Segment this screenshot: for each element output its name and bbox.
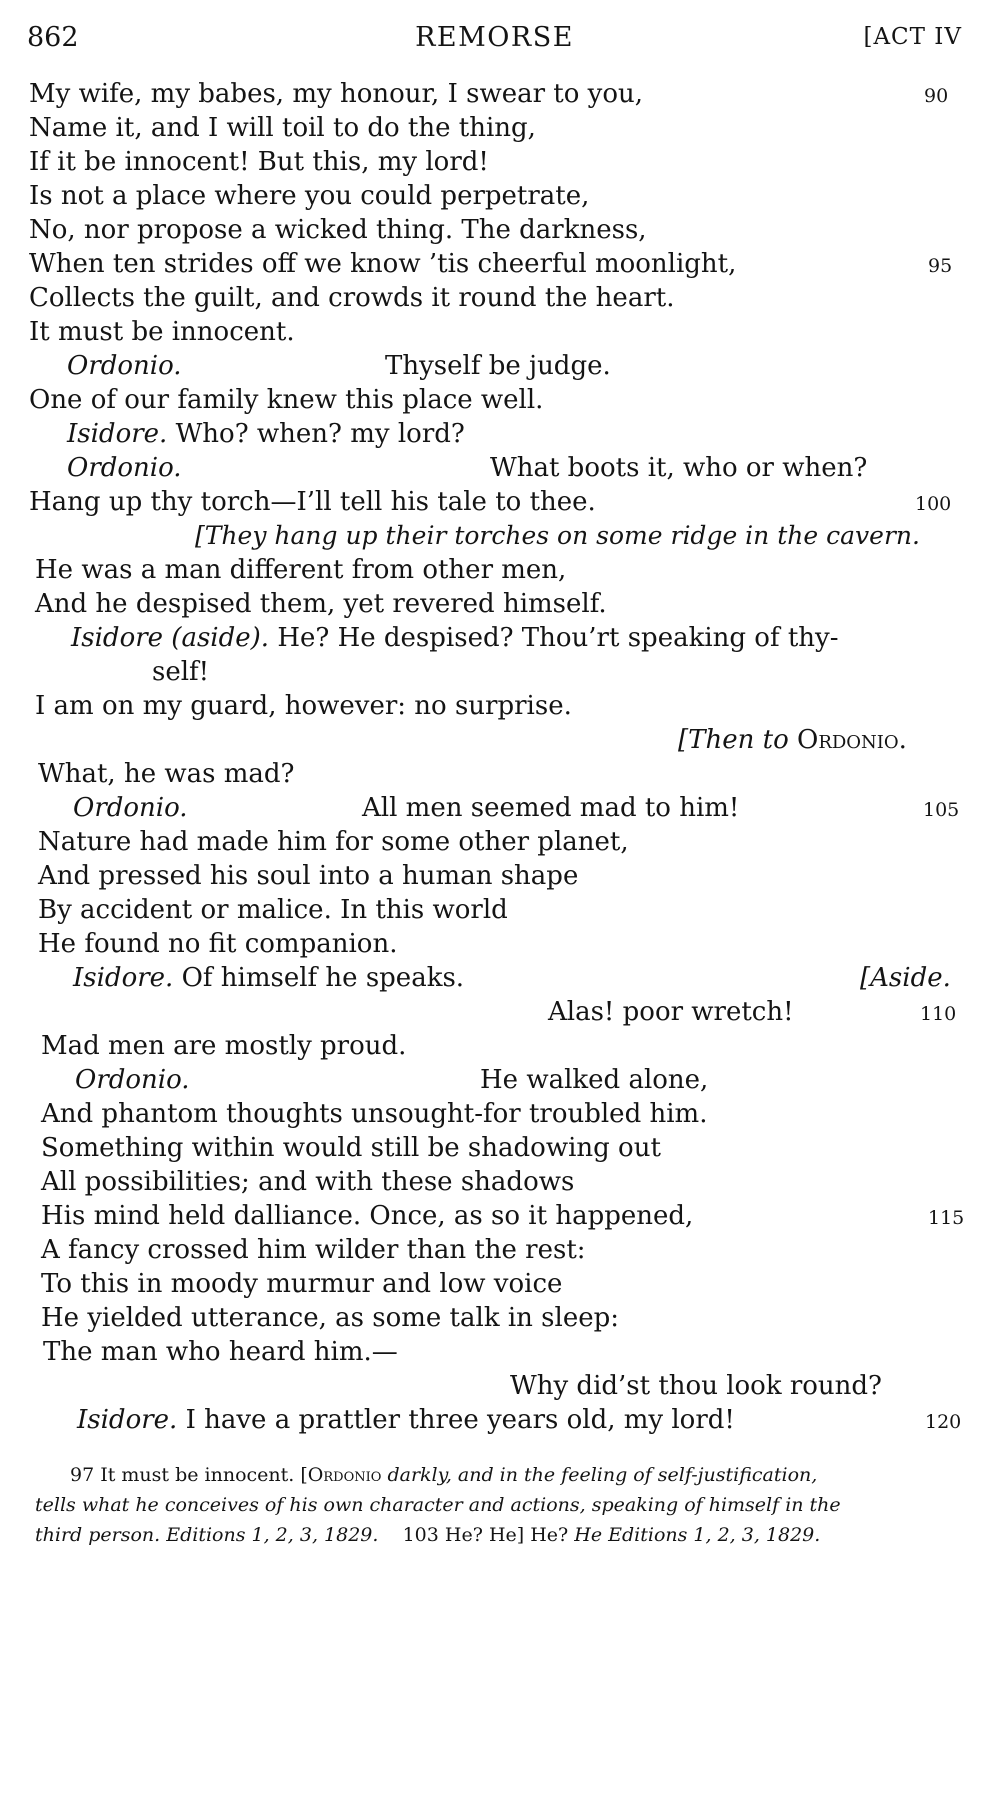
verse-line: Alas! poor wretch! — [548, 997, 794, 1027]
character-name: Ordonio. — [797, 725, 907, 755]
verse-line: What, he was mad? — [38, 759, 295, 789]
verse-text: Of himself he speaks. — [181, 963, 465, 993]
speaker-name: Ordonio. — [67, 351, 182, 381]
footnote-number: 103 — [402, 1524, 439, 1546]
line-number: 95 — [928, 255, 953, 277]
footnote-text: It must be innocent. [ — [100, 1464, 308, 1486]
verse-line: His mind held dalliance. Once, as so it happened, — [41, 1201, 694, 1231]
verse-line: To this in moody murmur and low voice — [41, 1269, 563, 1299]
line-number: 105 — [923, 799, 960, 821]
verse-line: Collects the guilt, and crowds it round the heart. — [29, 283, 675, 313]
verse-line: And pressed his soul into a human shape — [38, 861, 579, 891]
verse-line: One of our family knew this place well. — [29, 385, 544, 415]
verse-line: Mad men are mostly proud. — [41, 1031, 407, 1061]
verse-line: He yielded utterance, as some talk in sleep: — [41, 1303, 620, 1333]
verse-line: Why did’st thou look round? — [510, 1371, 882, 1401]
verse-text: I have a prattler three years old, my lord! — [185, 1405, 735, 1435]
speaker-line — [67, 417, 465, 451]
footnote-note: third person. Editions 1, 2, 3, 1829. — [35, 1524, 379, 1546]
verse-line: And phantom thoughts unsought-for troubled him. — [41, 1099, 708, 1129]
verse-line: It must be innocent. — [29, 317, 295, 347]
speaker-name: Ordonio. — [73, 793, 188, 823]
verse-line: What boots it, who or when? — [490, 453, 868, 483]
speaker-name: Isidore. — [77, 1405, 178, 1435]
footnote-line — [70, 1460, 817, 1490]
running-title: REMORSE — [415, 22, 574, 53]
verse-line: All possibilities; and with these shadows — [41, 1167, 575, 1197]
verse-text: He? He despised? Thou’rt speaking of thy- — [277, 623, 839, 653]
verse-line: self! — [152, 657, 210, 687]
line-number: 110 — [920, 1003, 957, 1025]
footnote-note: darkly, and in the feeling of self-justification, — [387, 1464, 818, 1486]
footnote-number: 97 — [70, 1464, 95, 1486]
speaker-line — [73, 791, 188, 825]
line-number: 115 — [928, 1207, 965, 1229]
verse-line: He was a man different from other men, — [35, 555, 567, 585]
verse-line: Nature had made him for some other planet, — [38, 827, 629, 857]
verse-line: Is not a place where you could perpetrate, — [29, 181, 590, 211]
verse-line: Something within would still be shadowing out — [41, 1133, 661, 1163]
footnote-character: Ordonio — [307, 1464, 382, 1486]
verse-line: Hang up thy torch—I’ll tell his tale to thee. — [29, 487, 596, 517]
verse-line: He walked alone, — [480, 1065, 709, 1095]
verse-line: When ten strides off we know ’tis cheerful moonlight, — [29, 249, 737, 279]
stage-direction — [678, 723, 907, 757]
speaker-line — [77, 1403, 735, 1437]
line-number: 90 — [924, 85, 949, 107]
speaker-name: Isidore. — [73, 963, 174, 993]
footnote-note: He Editions 1, 2, 3, 1829. — [574, 1524, 821, 1546]
page-number: 862 — [27, 22, 79, 53]
footnote-line: tells what he conceives of his own character and actions, speaking of himself in the — [35, 1494, 841, 1516]
verse-text: Who? when? my lord? — [175, 419, 465, 449]
line-number: 100 — [915, 493, 952, 515]
speaker-line — [67, 349, 182, 383]
footnote-text: He? He] He? — [444, 1524, 569, 1546]
verse-line: The man who heard him.— — [43, 1337, 398, 1367]
stage-direction: [Aside. — [860, 963, 951, 993]
speaker-line — [75, 1063, 190, 1097]
running-header — [27, 22, 962, 62]
speaker-name: Ordonio. — [67, 453, 182, 483]
line-number: 120 — [925, 1411, 962, 1433]
speaker-name: Isidore (aside). — [71, 623, 270, 653]
verse-line: A fancy crossed him wilder than the rest: — [41, 1235, 586, 1265]
verse-line: He found no fit companion. — [38, 929, 398, 959]
act-label: [ACT IV — [863, 24, 962, 50]
speaker-name: Ordonio. — [75, 1065, 190, 1095]
speaker-line — [71, 621, 839, 655]
speaker-name: Isidore. — [67, 419, 168, 449]
verse-line: By accident or malice. In this world — [38, 895, 508, 925]
verse-line: And he despised them, yet revered himself. — [35, 589, 607, 619]
verse-line: All men seemed mad to him! — [362, 793, 740, 823]
verse-line: Name it, and I will toil to do the thing, — [29, 113, 536, 143]
verse-line: Thyself be judge. — [385, 351, 611, 381]
stage-direction: [They hang up their torches on some ridge in the cavern. — [195, 521, 920, 550]
speaker-line — [73, 961, 464, 995]
speaker-line — [67, 451, 182, 485]
verse-line: My wife, my babes, my honour, I swear to you, — [29, 79, 644, 109]
verse-line: I am on my guard, however: no surprise. — [35, 691, 572, 721]
verse-line: If it be innocent! But this, my lord! — [29, 147, 489, 177]
verse-line: No, nor propose a wicked thing. The darkness, — [29, 215, 647, 245]
footnote-line — [35, 1520, 820, 1550]
direction-text: [Then to — [678, 725, 789, 755]
